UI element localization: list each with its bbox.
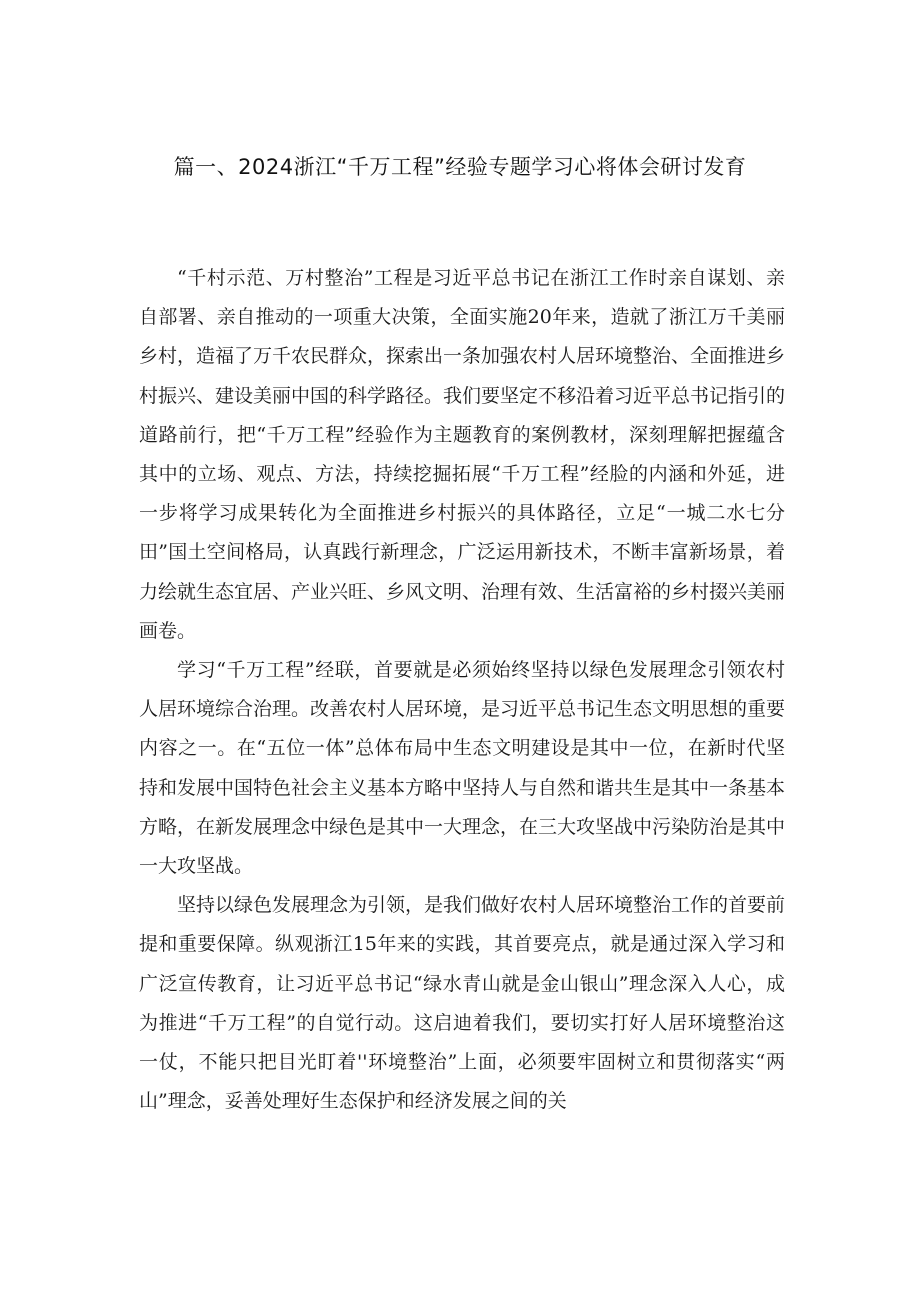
document-title: 篇一、2024浙江“千万工程”经验专题学习心将体会研讨发育 [173, 155, 747, 179]
paragraph-2: 学习“千万工程”经联，首要就是必须始终坚持以绿色发展理念引领农村人居环境综合治理。改善农村人居环境，是习近平总书记生态文明思想的重要内容之一。在“五位一体”总体布局中生态文明建设是其中一位，在新时代坚持和发展中国特色社会主义基本方略中坚持人与自然和谐共生是其中一条基本方略，在新发展理念中绿色是其中一大理念，在三大攻坚战中污染防治是其中一大攻坚战。 [139, 659, 786, 878]
paragraph-3: 坚持以绿色发展理念为引领，是我们做好农村人居环境整治工作的首要前提和重要保障。纵观浙江15年来的实践，其首要亮点，就是通过深入学习和广泛宣传教育，让习近平总书记“绿水青山就是金山银山”理念深入人心，成为推进“千万工程”的自觉行动。这启迪着我们，要切实打好人居环境整治这一仗，不能只把目光盯着''环境整治”上面，必须要牢固树立和贯彻落实“两山”理念，妥善处理好生态保护和经济发展之间的关 [139, 894, 786, 1113]
document-body [139, 259, 785, 1121]
paragraph-1: “千村示范、万村整治”工程是习近平总书记在浙江工作时亲自谋划、亲自部署、亲自推动的一项重大决策，全面实施20年来，造就了浙江万千美丽乡村，造福了万千农民群众，探索出一条加强农村人居环境整治、全面推进乡村振兴、建设美丽中国的科学路径。我们要坚定不移沿着习近平总书记指引的道路前行，把“千万工程”经验作为主题教育的案例教材，深刻理解把握蕴含其中的立场、观点、方法，持续挖掘拓展“千万工程”经脸的内涵和外延，进一步将学习成果转化为全面推进乡村振兴的具体路径，立足“一城二水七分田”国土空间格局，认真践行新理念，广泛运用新技术，不断丰富新场景，着力绘就生态宜居、产业兴旺、乡风文明、治理有效、生活富裕的乡村掇兴美丽画卷。 [139, 267, 786, 642]
